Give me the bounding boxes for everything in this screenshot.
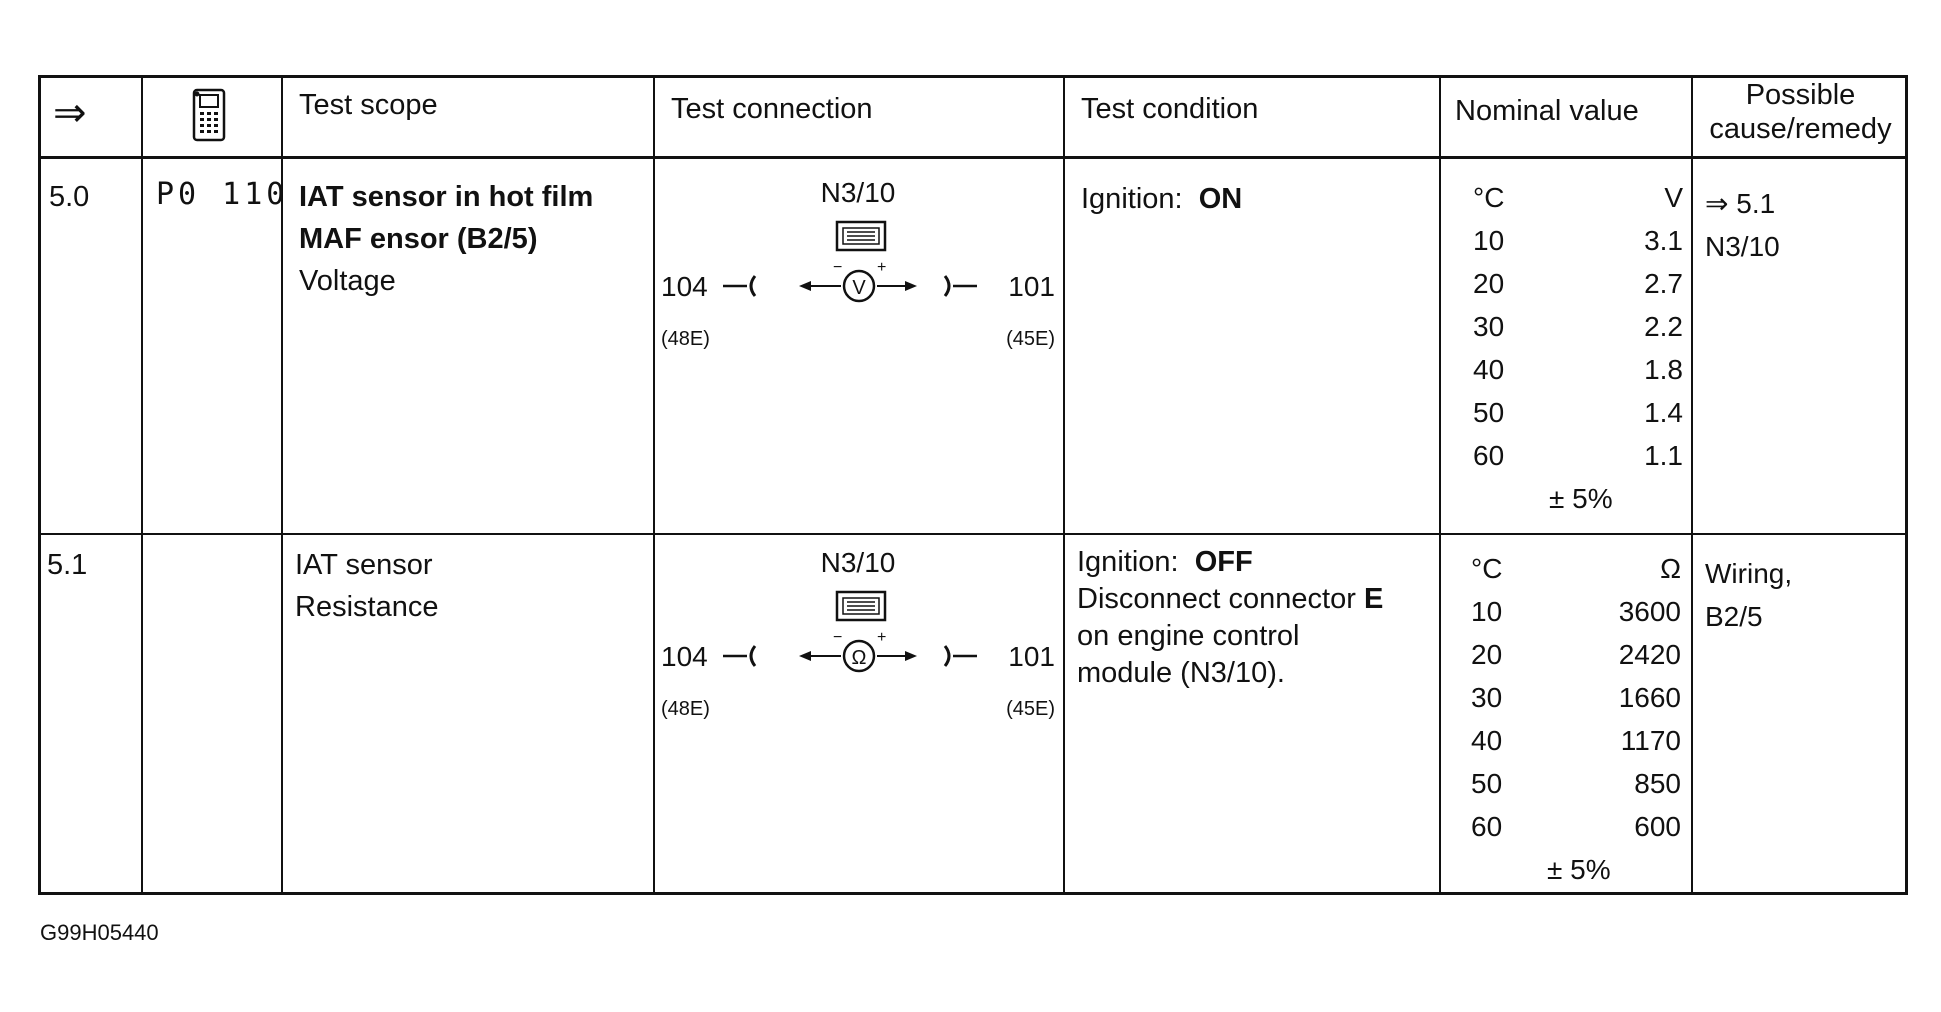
test-condition: [1081, 178, 1242, 220]
scope-line: IAT sensor: [295, 549, 433, 581]
row-step: 5.0: [49, 181, 90, 213]
remedy-line: B2/5: [1705, 601, 1763, 632]
tester-device-icon: [189, 88, 229, 156]
condition-line: Disconnect connector: [1077, 583, 1356, 615]
right-pin-sub: (45E): [1006, 698, 1055, 720]
figure-id: G99H05440: [40, 920, 159, 945]
nominal-row: 40 1170: [1471, 725, 1681, 756]
col-divider: [141, 78, 143, 892]
nominal-unit-temp: °C: [1471, 553, 1503, 584]
scope-line: Voltage: [299, 265, 396, 297]
test-scope: [295, 544, 438, 628]
nominal-row: 60 1.1: [1473, 440, 1683, 471]
row-divider: [41, 533, 1905, 535]
col-divider: [1439, 78, 1441, 892]
svg-text:−: −: [833, 629, 843, 646]
module-label: N3/10: [820, 547, 896, 578]
col-divider: [1063, 78, 1065, 892]
diagnostic-test-table: [38, 75, 1908, 895]
nominal-row: 10 3.1: [1473, 225, 1683, 256]
fault-code: P0 110: [156, 177, 289, 212]
left-pin-sub: (48E): [661, 698, 710, 720]
meter-symbol: V: [852, 277, 866, 299]
meter-symbol: Ω: [851, 647, 867, 669]
test-connection-diagram: [655, 542, 1061, 742]
svg-text:+: +: [877, 629, 887, 646]
condition-line: on engine control: [1077, 620, 1300, 652]
nominal-row: 20 2.7: [1473, 268, 1683, 299]
header-divider: [41, 156, 1905, 159]
right-pin: 101: [1008, 641, 1055, 672]
connector-meter-icon: [655, 542, 1061, 742]
nominal-header: [1473, 182, 1683, 225]
nominal-row: 60 600: [1471, 811, 1681, 842]
scope-line: MAF ensor (B2/5): [299, 223, 538, 255]
nominal-unit-value: Ω: [1660, 553, 1681, 584]
condition-label: Ignition:: [1077, 546, 1179, 578]
module-label: N3/10: [820, 177, 896, 208]
scope-line: IAT sensor in hot film: [299, 181, 594, 213]
header-test-condition: Test condition: [1081, 93, 1259, 125]
svg-text:−: −: [833, 259, 843, 276]
nominal-row: 30 2.2: [1473, 311, 1683, 342]
header-remedy-line1: Possible: [1745, 79, 1856, 111]
tolerance: ± 5%: [1547, 854, 1611, 885]
nominal-row: 20 2420: [1471, 639, 1681, 670]
row-step: 5.1: [47, 549, 88, 581]
header-arrow-icon: ⇒: [53, 91, 87, 135]
possible-cause: [1705, 552, 1792, 638]
left-pin: 104: [661, 271, 708, 302]
nominal-row: 50 1.4: [1473, 397, 1683, 428]
nominal-row: 10 3600: [1471, 596, 1681, 627]
possible-cause: [1705, 182, 1780, 268]
left-pin: 104: [661, 641, 708, 672]
test-connection-diagram: [655, 172, 1061, 372]
nominal-unit-temp: °C: [1473, 182, 1505, 213]
svg-text:+: +: [877, 259, 887, 276]
remedy-line: ⇒ 5.1: [1705, 188, 1776, 219]
nominal-row: 30 1660: [1471, 682, 1681, 713]
header-possible-cause: [1693, 78, 1908, 146]
condition-line: module (N3/10).: [1077, 657, 1285, 689]
condition-state: OFF: [1194, 546, 1253, 578]
nominal-header: [1471, 553, 1681, 596]
col-divider: [1691, 78, 1693, 892]
nominal-row: 40 1.8: [1473, 354, 1683, 385]
remedy-line: N3/10: [1705, 231, 1780, 262]
condition-label: Ignition:: [1081, 183, 1183, 215]
connector-letter: E: [1363, 583, 1384, 615]
nominal-row: 50 850: [1471, 768, 1681, 799]
connector-meter-icon: [655, 172, 1061, 372]
right-pin: 101: [1008, 271, 1055, 302]
test-condition: [1077, 544, 1383, 692]
remedy-line: Wiring,: [1705, 558, 1793, 589]
test-scope: [299, 176, 593, 302]
tolerance: ± 5%: [1549, 483, 1613, 514]
left-pin-sub: (48E): [661, 328, 710, 350]
right-pin-sub: (45E): [1006, 328, 1055, 350]
header-nominal-value: Nominal value: [1455, 95, 1639, 127]
nominal-unit-value: V: [1664, 182, 1683, 213]
header-test-scope: Test scope: [299, 89, 438, 121]
header-test-connection: Test connection: [671, 93, 873, 125]
header-remedy-line2: cause/remedy: [1709, 113, 1892, 145]
scope-line: Resistance: [295, 591, 439, 623]
condition-state: ON: [1198, 183, 1243, 215]
